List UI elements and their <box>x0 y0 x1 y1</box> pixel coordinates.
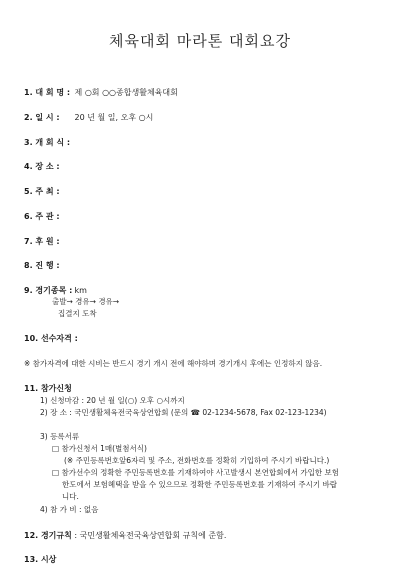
item-venue-label: 4. 장 소 : <box>24 162 60 171</box>
item-date-value: 20 년 월 일, 오후 ○시 <box>74 113 154 122</box>
item-registration <box>24 384 72 394</box>
document-title: 체육대회 마라톤 대회요강 <box>109 32 291 50</box>
registration-paper1: □ 참가신청서 1매(별첨서식) <box>52 444 147 453</box>
registration-place: 2) 장 소 : 국민생활체육전국육상연합회 (문의 ☎ 02-1234-5678, Fax 02-123-1234) <box>40 408 327 417</box>
registration-papers-title: 3) 등록서류 <box>40 432 80 441</box>
item-date-label: 2. 일 시 : <box>24 113 60 122</box>
item-qualification-label: 10. 선수자격 : <box>24 334 78 343</box>
item-progress <box>24 261 72 271</box>
item-name-value: 제 ○회 ○○종합생활체육대회 <box>74 88 178 97</box>
item-host-label: 5. 주 최 : <box>24 187 60 196</box>
item-opening-label: 3. 개 회 식 : <box>24 138 71 147</box>
registration-paper2-line2: 한도에서 보험혜택을 받을 수 있으므로 정확한 주민등록번호를 기재하여 주시기 바랍 <box>62 480 338 489</box>
item-qualification <box>24 334 78 344</box>
item-organizer <box>24 212 72 222</box>
registration-paper2-line3: 니다. <box>62 492 79 501</box>
item-progress-label: 8. 진 행 : <box>24 261 60 270</box>
item-organizer-label: 6. 주 관 : <box>24 212 60 221</box>
item-sponsor <box>24 237 72 247</box>
item-sponsor-label: 7. 후 원 : <box>24 237 60 246</box>
registration-paper1-note: (※ 주민등록번호앞6자리 및 주소, 전화번호를 정확히 기입하여 주시기 바랍니다.) <box>64 456 330 465</box>
item-opening <box>24 138 72 148</box>
events-course-line1: 출발→ 경유→ 경유→ <box>52 297 120 306</box>
item-name <box>24 88 178 98</box>
item-registration-label: 11. 참가신청 <box>24 384 72 393</box>
item-name-label: 1. 대 회 명 : <box>24 88 71 97</box>
item-awards <box>24 555 56 565</box>
item-events-value: km <box>74 286 87 295</box>
item-date <box>24 113 153 123</box>
item-venue <box>24 162 72 172</box>
item-host <box>24 187 72 197</box>
events-course-line2: 집결지 도착 <box>58 309 97 318</box>
item-rules-label: 12. 경기규칙 <box>24 531 72 540</box>
registration-paper2-line1: □ 참가선수의 정확한 주민등록번호를 기재하여야 사고발생시 본연합회에서 가입한 보험 <box>52 468 339 477</box>
item-events <box>24 286 87 296</box>
item-rules-value: : 국민생활체육전국육상연합회 규칙에 준함. <box>71 531 227 540</box>
qualification-note: ※ 참가자격에 대한 시비는 반드시 경기 개시 전에 해야하며 경기개시 후에는 인정하지 않음. <box>24 359 323 368</box>
registration-fee: 4) 참 가 비 : 없음 <box>40 505 99 514</box>
item-awards-label: 13. 시상 <box>24 555 57 564</box>
registration-deadline: 1) 신청마감 : 20 년 월 일(○) 오후 ○시까지 <box>40 396 185 405</box>
item-rules <box>24 531 226 541</box>
item-events-label: 9. 경기종목 : <box>24 286 73 295</box>
